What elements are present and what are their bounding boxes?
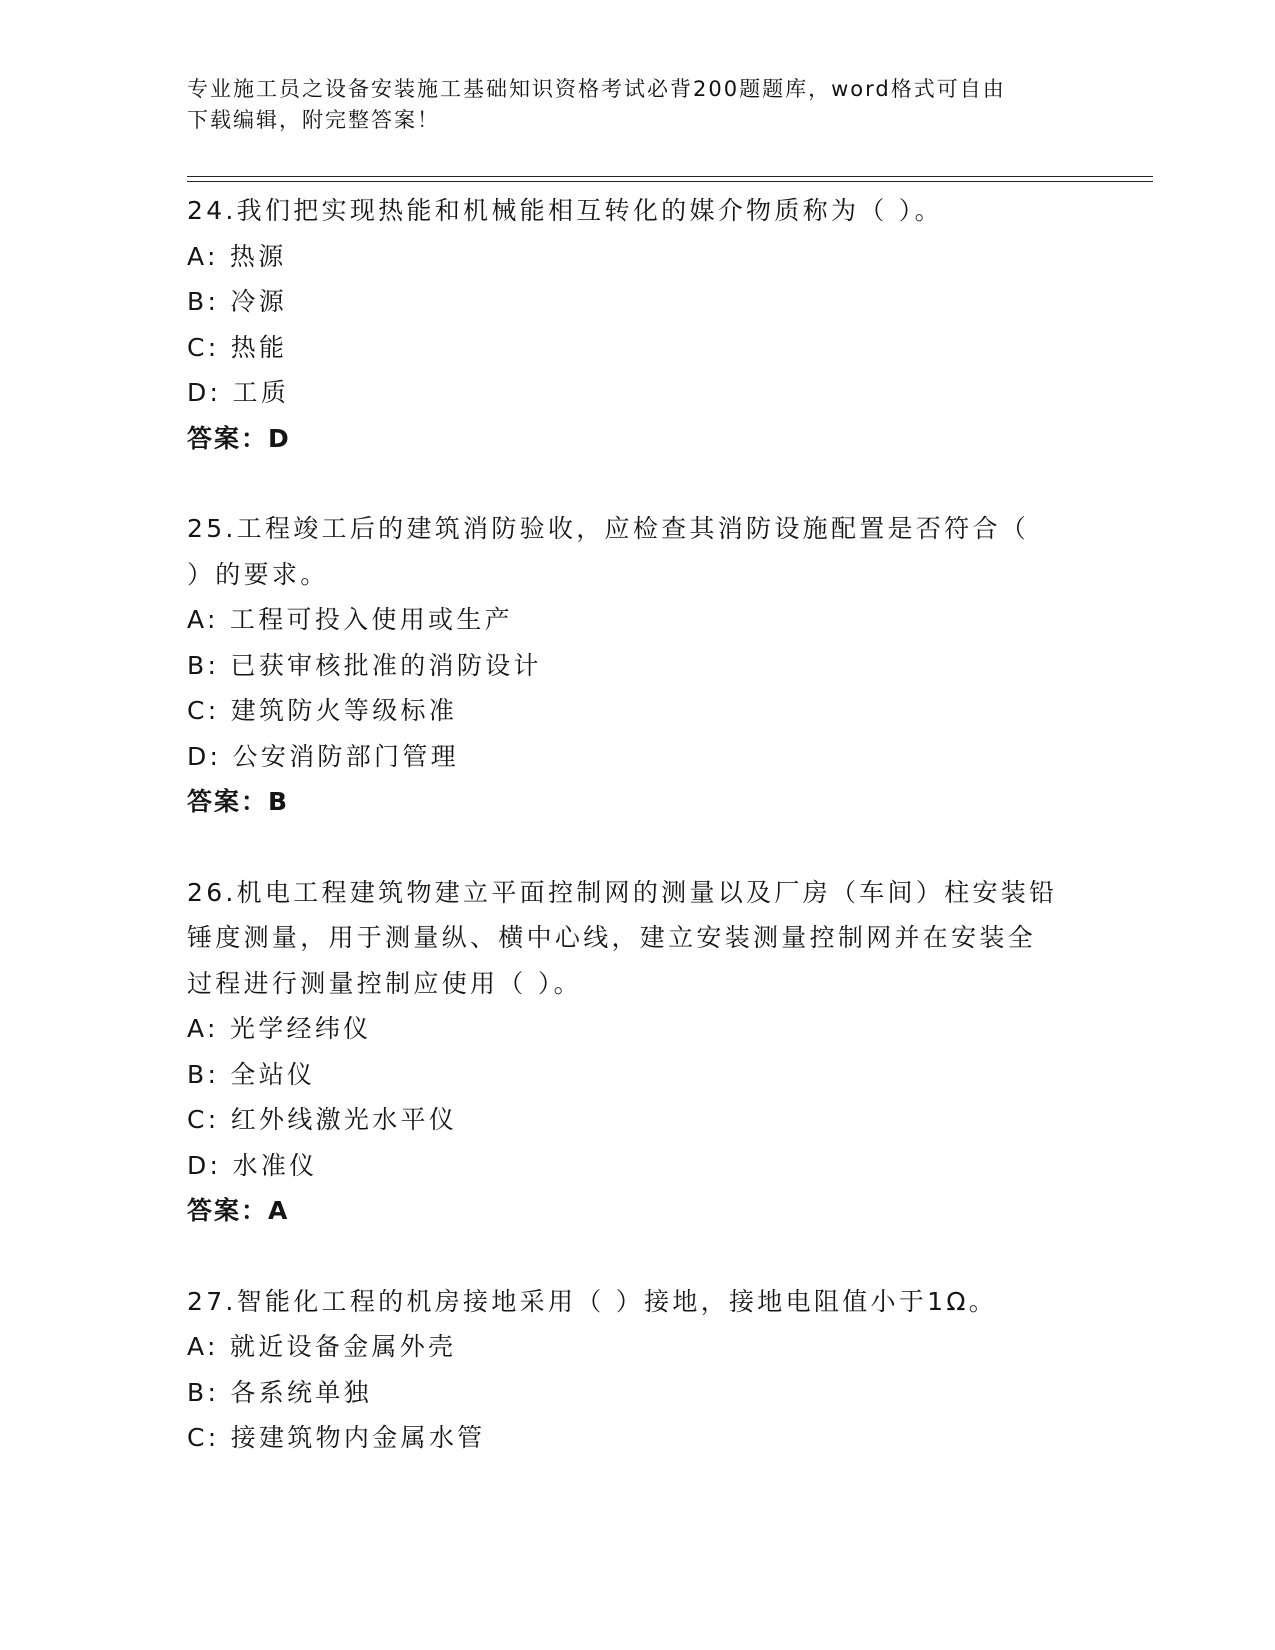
answer-option: C: 热能 <box>187 332 288 362</box>
answer-option: A: 热源 <box>187 241 287 271</box>
question-block <box>187 188 1087 461</box>
answer-option: C: 建筑防火等级标准 <box>187 696 458 725</box>
question-stem-line: 24.我们把实现热能和机械能相互转化的媒介物质称为（ ）。 <box>187 196 943 225</box>
answer-option: B: 各系统单独 <box>187 1377 372 1407</box>
question-block <box>187 506 1087 825</box>
header-divider-bottom <box>187 181 1153 182</box>
document-header <box>187 74 1087 136</box>
answer-option: A: 光学经纬仪 <box>187 1014 372 1043</box>
answer-key: 答案：A <box>187 1196 290 1225</box>
answer-option: D: 工质 <box>187 378 290 407</box>
answer-option: B: 全站仪 <box>187 1059 316 1089</box>
question-stem-line: 26.机电工程建筑物建立平面控制网的测量以及厂房（车间）柱安装铅 <box>187 877 1058 907</box>
question-list <box>187 188 1087 1506</box>
header-line-1: 专业施工员之设备安装施工基础知识资格考试必背200题题库，word格式可自由 <box>187 77 1006 101</box>
answer-option: A: 工程可投入使用或生产 <box>187 605 513 634</box>
question-stem-line: 25.工程竣工后的建筑消防验收，应检查其消防设施配置是否符合（ <box>187 514 1030 543</box>
answer-key: 答案：D <box>187 423 291 453</box>
answer-option: D: 水准仪 <box>187 1150 318 1180</box>
question-stem-line: 27.智能化工程的机房接地采用（ ）接地，接地电阻值小于1Ω。 <box>187 1286 998 1316</box>
header-line-2: 下载编辑，附完整答案！ <box>187 108 440 132</box>
header-divider-top <box>187 176 1153 177</box>
question-stem-line: 锤度测量，用于测量纵、横中心线，建立安装测量控制网并在安装全 <box>187 923 1037 952</box>
answer-key: 答案：B <box>187 787 290 816</box>
question-block <box>187 870 1087 1234</box>
answer-option: B: 冷源 <box>187 287 288 316</box>
answer-option: C: 红外线激光水平仪 <box>187 1105 458 1134</box>
question-block <box>187 1279 1087 1461</box>
question-stem-line: 过程进行测量控制应使用（ ）。 <box>187 968 582 998</box>
answer-option: D: 公安消防部门管理 <box>187 741 459 771</box>
answer-option: C: 接建筑物内金属水管 <box>187 1423 486 1452</box>
answer-option: B: 已获审核批准的消防设计 <box>187 650 542 680</box>
answer-option: A: 就近设备金属外壳 <box>187 1332 457 1361</box>
question-stem-line: ）的要求。 <box>187 559 329 589</box>
